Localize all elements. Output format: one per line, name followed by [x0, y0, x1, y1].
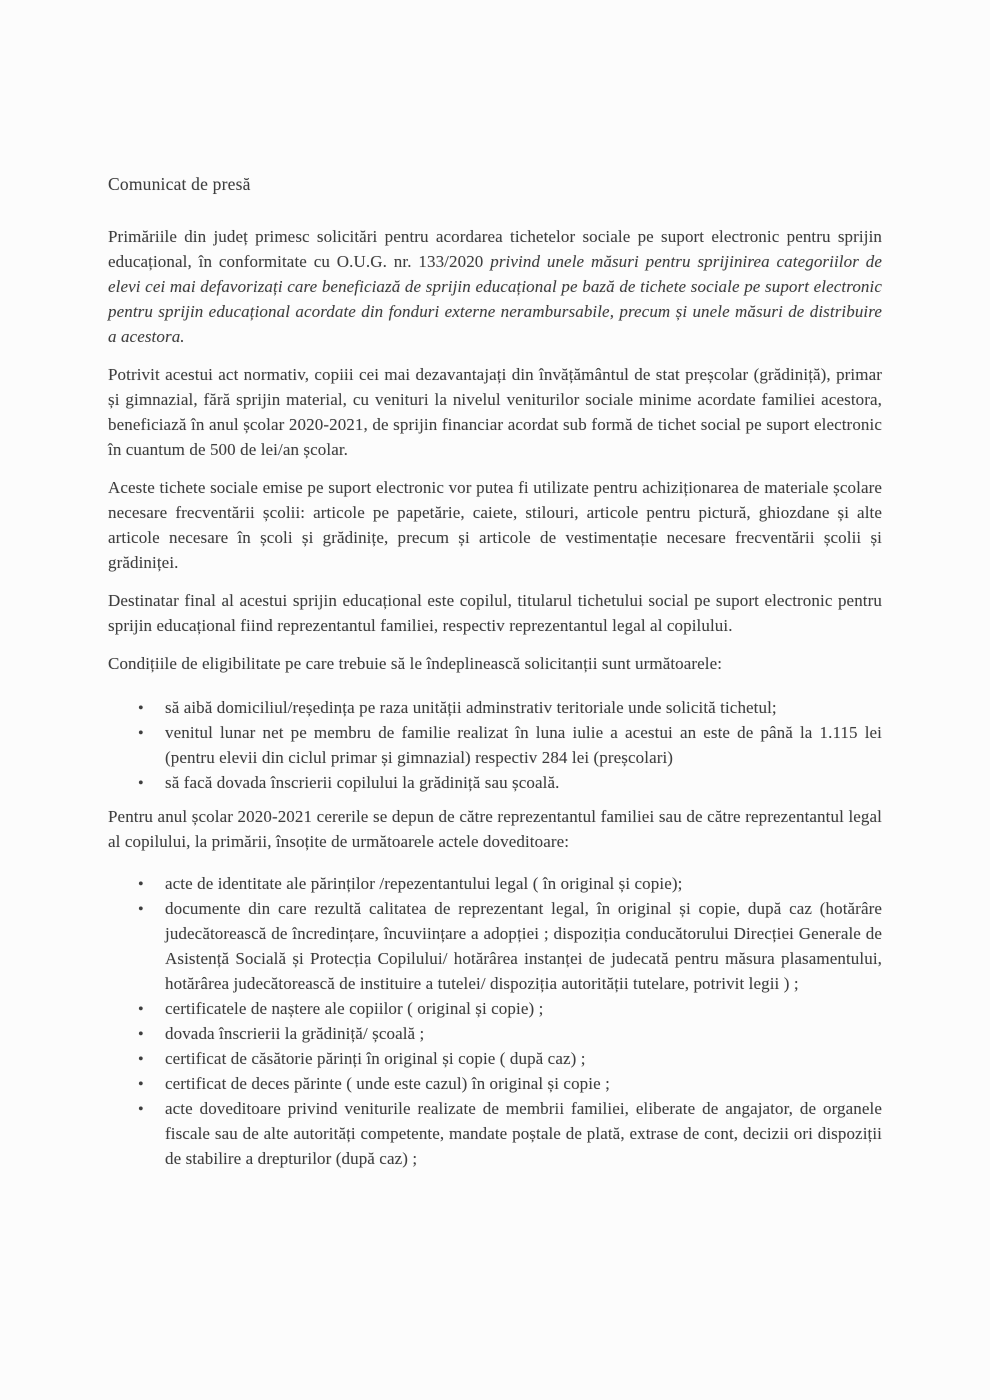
eligibility-list — [108, 695, 882, 795]
list-item — [108, 1046, 882, 1071]
list-item-text: certificat de deces părinte ( unde este cazul) în original și copie ; — [165, 1074, 610, 1093]
paragraph-intro-italic: privind unele măsuri pentru sprijinirea categoriilor de elevi cei mai defavorizați care beneficiază de sprijin educațional pe bază de tichete sociale pe suport electronic pentru sprijin educațional acordate din fonduri externe nerambursabile, precum și unele măsuri de distribuire a acestora. — [108, 252, 882, 346]
bullet-icon — [138, 996, 144, 1022]
list-item-text: acte doveditoare privind veniturile realizate de membrii familiei, eliberate de angajator, de organele fiscale sau de alte autorități competente, mandate poștale de plată, extrase de cont, decizii ori dispoziții de stabilire a drepturilor (după caz) ; — [165, 1099, 882, 1168]
documents-list — [108, 871, 882, 1171]
document-content — [108, 172, 882, 1171]
bullet-icon — [138, 896, 144, 922]
list-item — [108, 1071, 882, 1096]
list-item-text: documente din care rezultă calitatea de reprezentant legal, în original și copie, după caz (hotărâre judecătorească de încredințare, încuviințare a adopției ; dispoziția conducătorului Direcției Generale de Asistență Socială și Protecția Copilului/ hotărârea instanței de judecată pentru măsura plasamentului, hotărârea judecătorească de instituire a tutelei/ dispoziția autorității tutelare, potrivit legii ) ; — [165, 899, 882, 993]
bullet-icon — [138, 770, 144, 796]
bullet-icon — [138, 1096, 144, 1122]
paragraph-intro — [108, 224, 882, 349]
list-item-text: să aibă domiciliul/reședința pe raza unității adminstrativ teritoriale unde solicită tichetul; — [165, 698, 777, 717]
paragraph-potrivit: Potrivit acestui act normativ, copiii cei mai dezavantajați din învățământul de stat preșcolar (grădiniță), primar și gimnazial, fără sprijin material, cu venituri la nivelul veniturilor sociale minime acordate familiei acestora, beneficiază în anul școlar 2020-2021, de sprijin financiar acordat sub formă de tichet social pe suport electronic în cuantum de 500 de lei/an școlar. — [108, 365, 882, 459]
list-item — [108, 996, 882, 1021]
paragraph-pentru: Pentru anul școlar 2020-2021 cererile se depun de către reprezentantul familiei sau de către reprezentantul legal al copilului, la primării, însoțite de următoarele actele doveditoare: — [108, 807, 882, 851]
bullet-icon — [138, 871, 144, 897]
paragraph-destinatar: Destinatar final al acestui sprijin educațional este copilul, titularul tichetului social pe suport electronic pentru sprijin educațional fiind reprezentantul familiei, respectiv reprezentantul legal al copilului. — [108, 591, 882, 635]
list-item-text: dovada înscrierii la grădiniță/ școală ; — [165, 1024, 425, 1043]
list-item — [108, 720, 882, 770]
list-item-text: venitul lunar net pe membru de familie realizat în luna iulie a acestui an este de până la 1.115 lei (pentru elevii din ciclul primar și gimnazial) respectiv 284 lei (preșcolari) — [165, 723, 882, 767]
list-item-text: certificat de căsătorie părinți în original și copie ( după caz) ; — [165, 1049, 586, 1068]
bullet-icon — [138, 1021, 144, 1047]
list-item — [108, 695, 882, 720]
list-item — [108, 871, 882, 896]
list-item — [108, 1021, 882, 1046]
list-item — [108, 1096, 882, 1171]
bullet-icon — [138, 695, 144, 721]
bullet-icon — [138, 720, 144, 746]
paragraph-intro-normal: Primăriile din județ primesc solicitări pentru acordarea tichetelor sociale pe suport electronic pentru sprijin educațional, în conformitate cu O.U.G. nr. 133/2020 — [108, 227, 882, 271]
bullet-icon — [138, 1071, 144, 1097]
list-item-text: certificatele de naștere ale copiilor ( original și copie) ; — [165, 999, 544, 1018]
list-item-text: să facă dovada înscrierii copilului la grădiniță sau școală. — [165, 773, 560, 792]
bullet-icon — [138, 1046, 144, 1072]
list-item-text: acte de identitate ale părinților /repezentantului legal ( în original și copie); — [165, 874, 683, 893]
document-title: Comunicat de presă — [108, 174, 251, 194]
list-item — [108, 896, 882, 996]
paragraph-conditii: Condițiile de eligibilitate pe care trebuie să le îndeplinească solicitanții sunt următoarele: — [108, 654, 723, 673]
paragraph-aceste: Aceste tichete sociale emise pe suport electronic vor putea fi utilizate pentru achiziționarea de materiale școlare necesare frecventării școlii: articole pe papetărie, caiete, stilouri, articole pentru pictură, ghiozdane și alte articole necesare în școli și grădinițe, precum și articole de vestimentație necesare frecventării școlii și grădiniței. — [108, 478, 882, 572]
list-item — [108, 770, 882, 795]
